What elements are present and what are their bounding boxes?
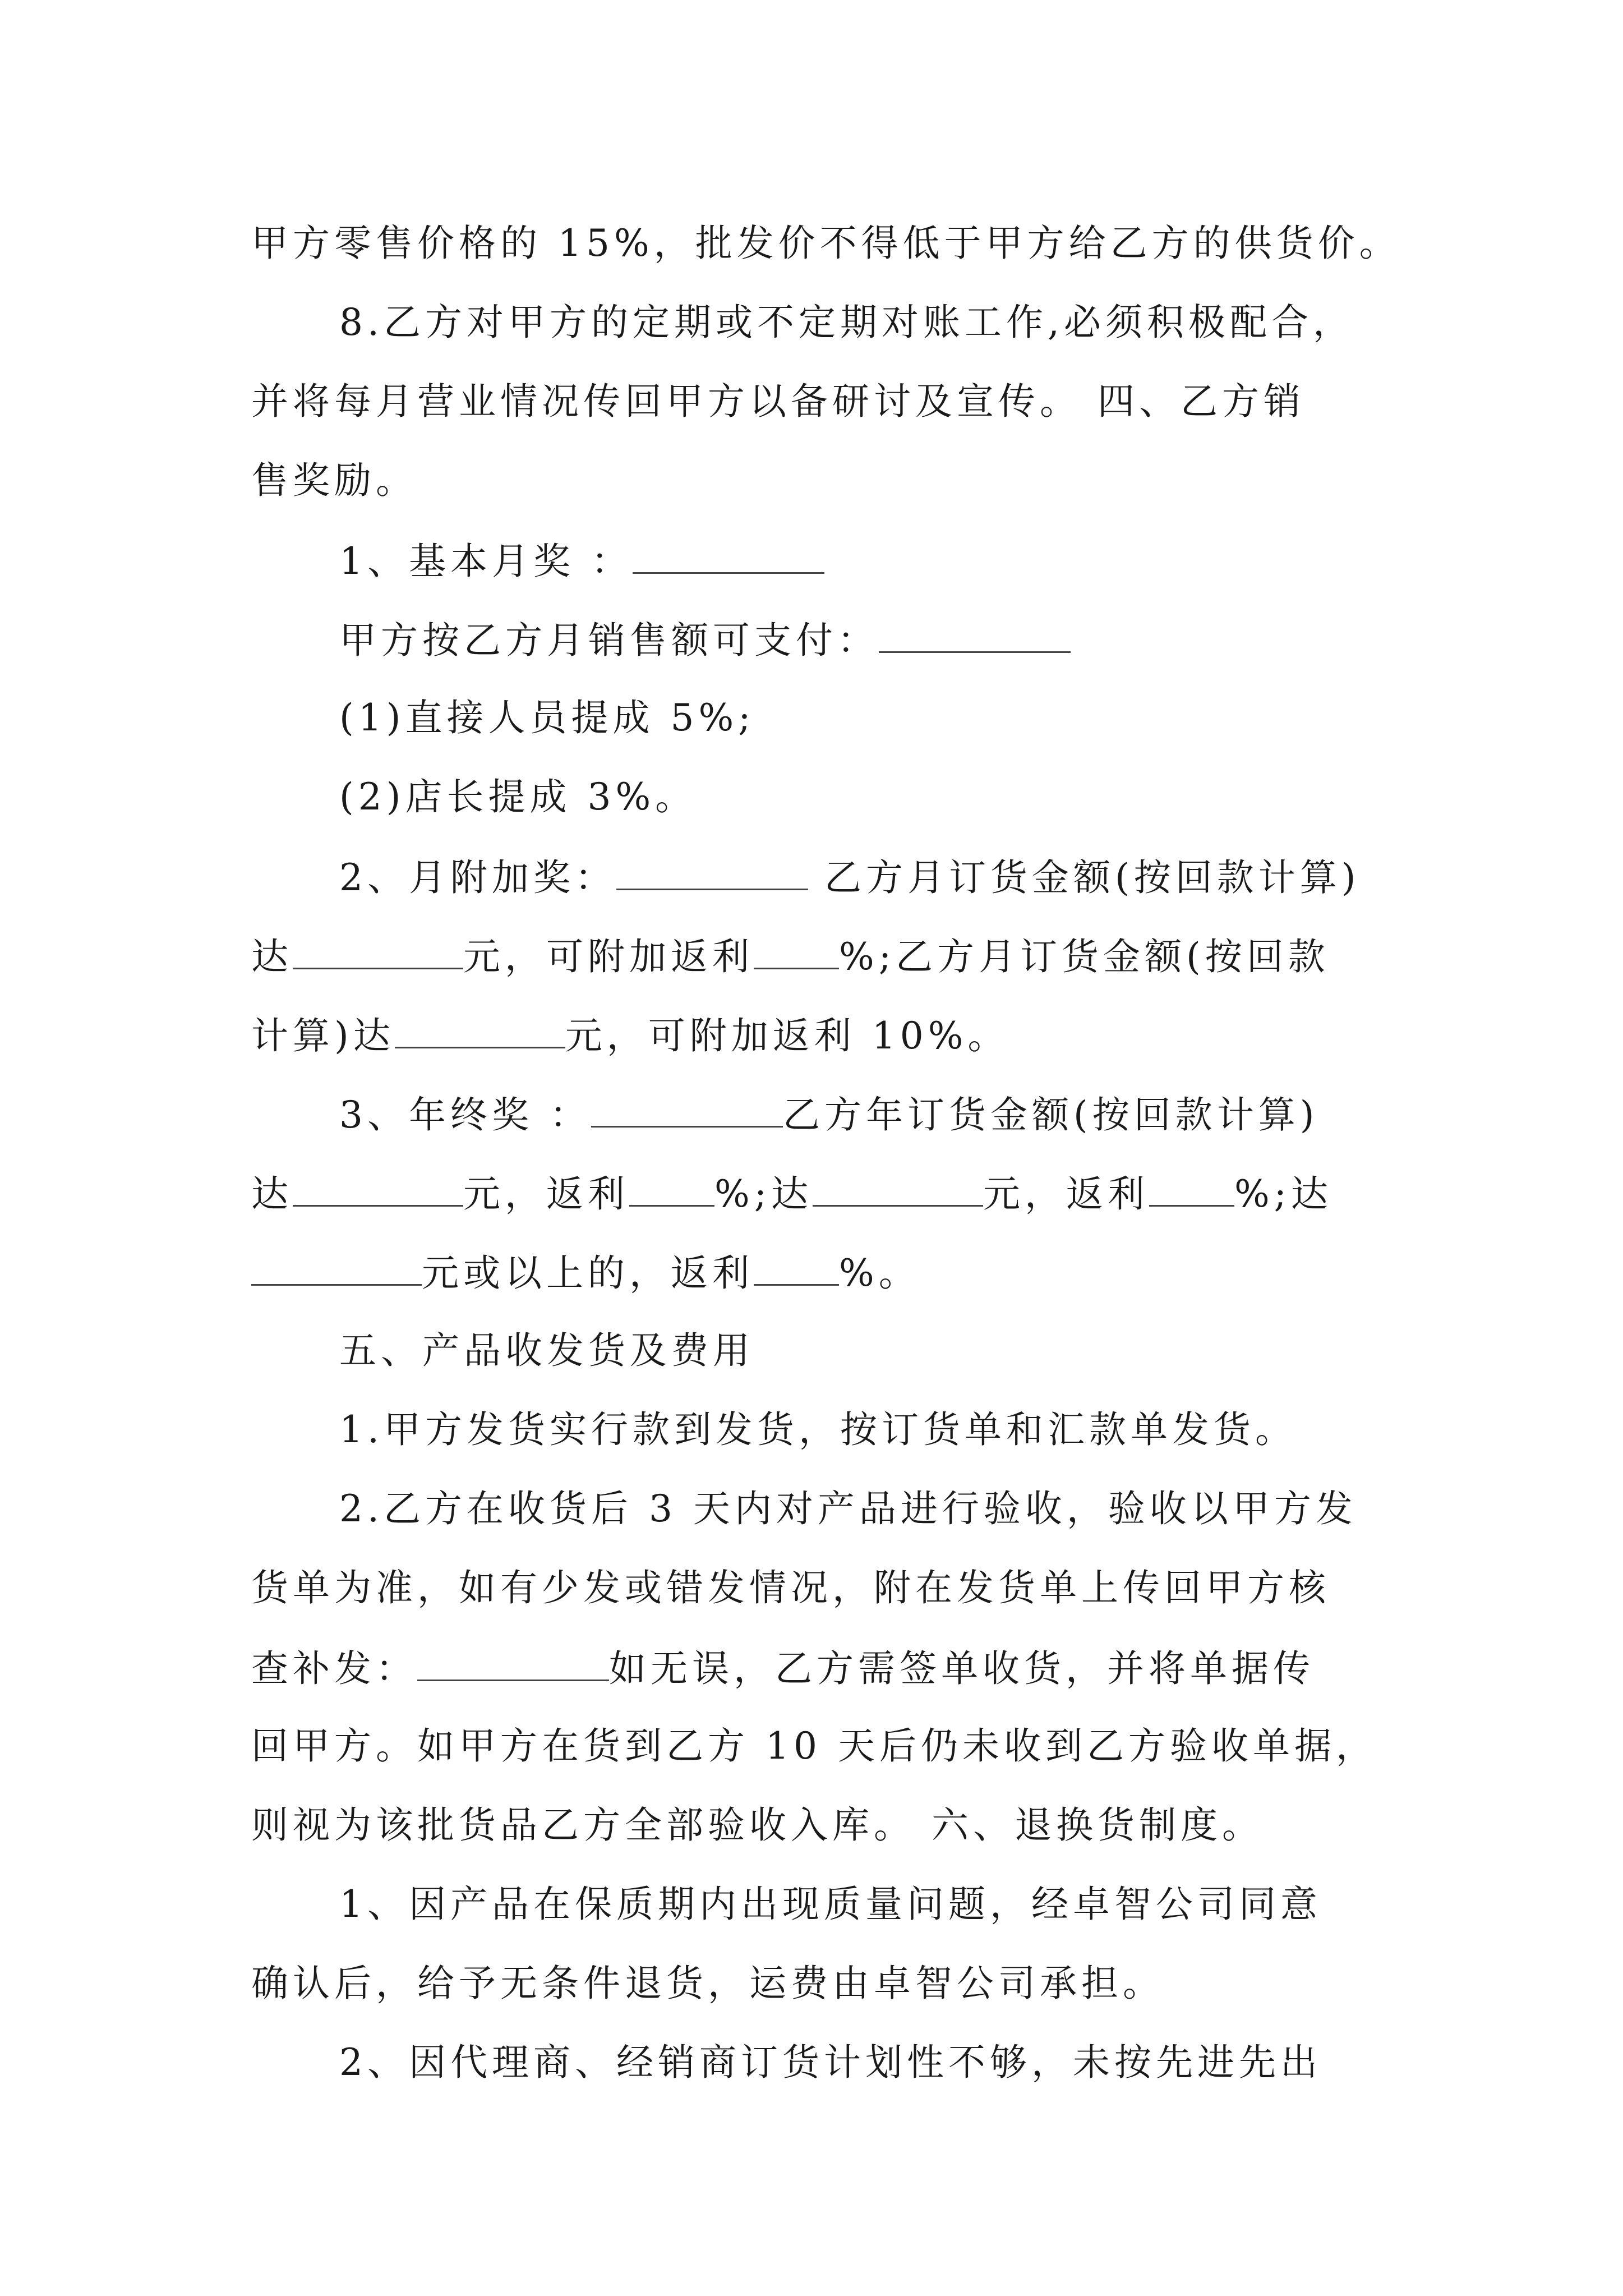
fill-in-blank: [754, 1249, 839, 1286]
text-segment: 如无误，乙方需签单收货，并将单据传: [609, 1647, 1315, 1690]
text-segment: 元，可附加返利 10%。: [565, 1014, 1009, 1057]
text-segment: (1)直接人员提成 5%;: [339, 696, 755, 739]
text-segment: 达: [251, 935, 293, 978]
text-segment: 1、因产品在保质期内出现质量问题，经卓智公司同意: [339, 1883, 1322, 1926]
text-line: [339, 537, 824, 584]
fill-in-blank: [293, 933, 463, 969]
text-segment: 2、月附加奖：: [339, 856, 616, 899]
fill-in-blank: [879, 616, 1071, 653]
text-segment: %;达: [714, 1172, 813, 1216]
text-line: [251, 458, 417, 503]
fill-in-blank: [754, 933, 839, 969]
text-segment: 售奖励。: [251, 459, 417, 502]
text-line: [339, 2040, 1322, 2085]
fill-in-blank: [417, 1645, 609, 1681]
text-segment: 计算)达: [251, 1014, 395, 1057]
fill-in-blank: [395, 1012, 565, 1048]
text-segment: 达: [251, 1172, 293, 1216]
fill-in-blank: [629, 1170, 714, 1207]
text-segment: (2)店长提成 3%。: [339, 775, 697, 818]
text-segment: 查补发：: [251, 1647, 417, 1690]
fill-in-blank: [1149, 1170, 1234, 1207]
text-line: [251, 1566, 1330, 1611]
text-segment: 五、产品收发货及费用: [339, 1329, 754, 1372]
text-segment: %;乙方月订货金额(按回款: [839, 935, 1330, 978]
text-line: [339, 775, 697, 820]
text-segment: 确认后，给予无条件退货，运费由卓智公司承担。: [251, 1962, 1164, 2005]
fill-in-blank: [813, 1170, 983, 1207]
text-line: [251, 933, 1330, 979]
fill-in-blank: [293, 1170, 463, 1207]
text-segment: 则视为该批货品乙方全部验收入库。 六、退换货制度。: [251, 1803, 1264, 1847]
text-line: [339, 696, 755, 740]
text-line: [251, 1724, 1377, 1769]
text-segment: 1.甲方发货实行款到发货，按订货单和汇款单发货。: [339, 1408, 1297, 1451]
text-segment: 3、年终奖 ：: [339, 1093, 591, 1137]
text-segment: 元或以上的，返利: [422, 1251, 754, 1295]
fill-in-blank: [251, 1249, 422, 1286]
text-line: [339, 1091, 1318, 1138]
text-segment: 甲方零售价格的 15%，批发价不得低于甲方给乙方的供货价。: [251, 222, 1401, 265]
text-line: [251, 379, 1305, 424]
text-segment: 元，返利: [983, 1172, 1149, 1216]
text-line: [339, 1487, 1357, 1531]
text-line: [251, 1170, 1332, 1217]
text-segment: %。: [839, 1251, 920, 1295]
text-line: [251, 1249, 920, 1296]
text-line: [251, 1961, 1164, 2006]
fill-in-blank: [616, 854, 808, 890]
text-line: [339, 1407, 1297, 1452]
fill-in-blank: [633, 537, 824, 574]
text-segment: 并将每月营业情况传回甲方以备研讨及宣传。 四、乙方销: [251, 380, 1305, 423]
text-segment: 货单为准，如有少发或错发情况，附在发货单上传回甲方核: [251, 1566, 1330, 1609]
text-segment: 甲方按乙方月销售额可支付：: [339, 619, 879, 662]
text-segment: 2.乙方在收货后 3 天内对产品进行验收，验收以甲方发: [339, 1487, 1357, 1530]
text-segment: 1、基本月奖 ：: [339, 540, 633, 583]
text-segment: 乙方月订货金额(按回款计算): [808, 856, 1361, 899]
text-line: [251, 1012, 1009, 1059]
text-line: [251, 221, 1401, 266]
text-line: [339, 854, 1360, 900]
text-line: [251, 1803, 1264, 1848]
text-segment: %;达: [1234, 1172, 1332, 1216]
text-segment: 回甲方。如甲方在货到乙方 10 天后仍未收到乙方验收单据，: [251, 1724, 1377, 1768]
text-line: [339, 1882, 1322, 1927]
text-segment: 8.乙方对甲方的定期或不定期对账工作,必须积极配合，: [339, 301, 1354, 344]
text-segment: 2、因代理商、经销商订货计划性不够，未按先进先出: [339, 2041, 1322, 2084]
text-segment: 元，返利: [463, 1172, 629, 1216]
text-segment: 元，可附加返利: [463, 935, 754, 978]
text-line: [339, 616, 1071, 663]
fill-in-blank: [591, 1091, 783, 1128]
text-line: [251, 1645, 1315, 1691]
text-line: [339, 1328, 754, 1373]
text-line: [339, 300, 1354, 345]
text-segment: 乙方年订货金额(按回款计算): [782, 1093, 1319, 1137]
